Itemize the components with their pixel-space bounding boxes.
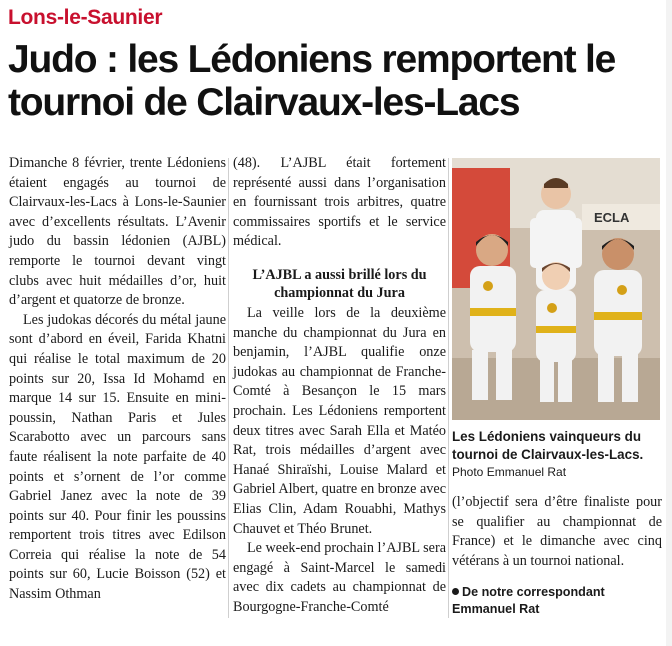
headline: Judo : les Lédoniens remportent le tournoi de Clairvaux-les-Lacs: [8, 38, 616, 124]
judo-kids-illustration: [452, 158, 660, 420]
bullet-icon: [452, 588, 459, 595]
column-2: [233, 154, 446, 617]
page-edge: [666, 0, 672, 646]
caption-text: Les Lédoniens vainqueurs du tournoi de Clairvaux-les-Lacs.: [452, 429, 644, 462]
column-divider: [228, 158, 229, 618]
column-divider: [448, 158, 449, 618]
wall-sign: ECLA: [594, 210, 630, 225]
subheading: L’AJBL a aussi brillé lors du championnat du Jura: [252, 266, 427, 301]
paragraph: Le week-end prochain l’AJBL sera engagé à Saint-Marcel le samedi avec dix cadets au championnat de Bourgogne-Franche-Comté: [233, 540, 446, 615]
byline-name: Emmanuel Rat: [452, 602, 540, 616]
column-1: [9, 154, 226, 605]
section-label: Lons-le-Saunier: [8, 6, 163, 29]
paragraph: (48). L’AJBL était fortement représenté aussi dans l’organisation en fournissant trois arbitres, quatre commissaires sportifs et le service médical.: [233, 155, 446, 250]
photo-credit: Photo Emmanuel Rat: [452, 465, 567, 479]
byline-role: De notre correspondant: [462, 585, 605, 599]
byline: [452, 584, 662, 618]
column-3: [452, 493, 662, 571]
photo-caption: [452, 428, 664, 482]
paragraph: (l’objectif sera d’être finaliste pour se qualifier au championnat de France) et le dimanche avec cinq vétérans à un tournoi national.: [452, 494, 662, 569]
team-photo: [452, 158, 660, 420]
paragraph: Les judokas décorés du métal jaune sont d’abord en éveil, Farida Khatni qui réalise le total maximum de 20 points sur 20, Issa Id Mohamd en marque 14 sur 15. Ensuite en mini-poussin, Nathan Paris et Jules Scarabotto avec un parcours sans faute réalisent la note parfaite de 40 points et s’ornent de l’or comme Gabriel Janez avec la note de 39 points sur 40. Pour finir les poussins remportent trois titres avec Edilson Correia qui réalise la note de 54 points sur 60, Lucie Boisson (52) et Nassim Othman: [9, 311, 226, 603]
paragraph: Dimanche 8 février, trente Lédoniens étaient engagés au tournoi de Clairvaux-les-Lacs à Lons-le-Saunier avec d’excellents résultats. L’Avenir judo du bassin lédonien (AJBL) remporte le tournoi devant vingt clubs avec huit médailles d’or, huit d’argent et quatorze de bronze.: [9, 155, 226, 309]
paragraph: La veille lors de la deuxième manche du championnat du Jura en benjamin, l’AJBL qualifie onze judokas au championnat de Franche-Comté à Besançon le 15 mars prochain. Les Lédoniens remportent deux titres avec Sarah Ella et Matéo Rat, trois médailles d’argent avec Hanaé Shiraïshi, Louise Malard et Gabriel Albert, quatre en bronze avec Elias Clin, Adam Rouabhi, Mathys Chauvet et Théo Brunet.: [233, 304, 446, 537]
